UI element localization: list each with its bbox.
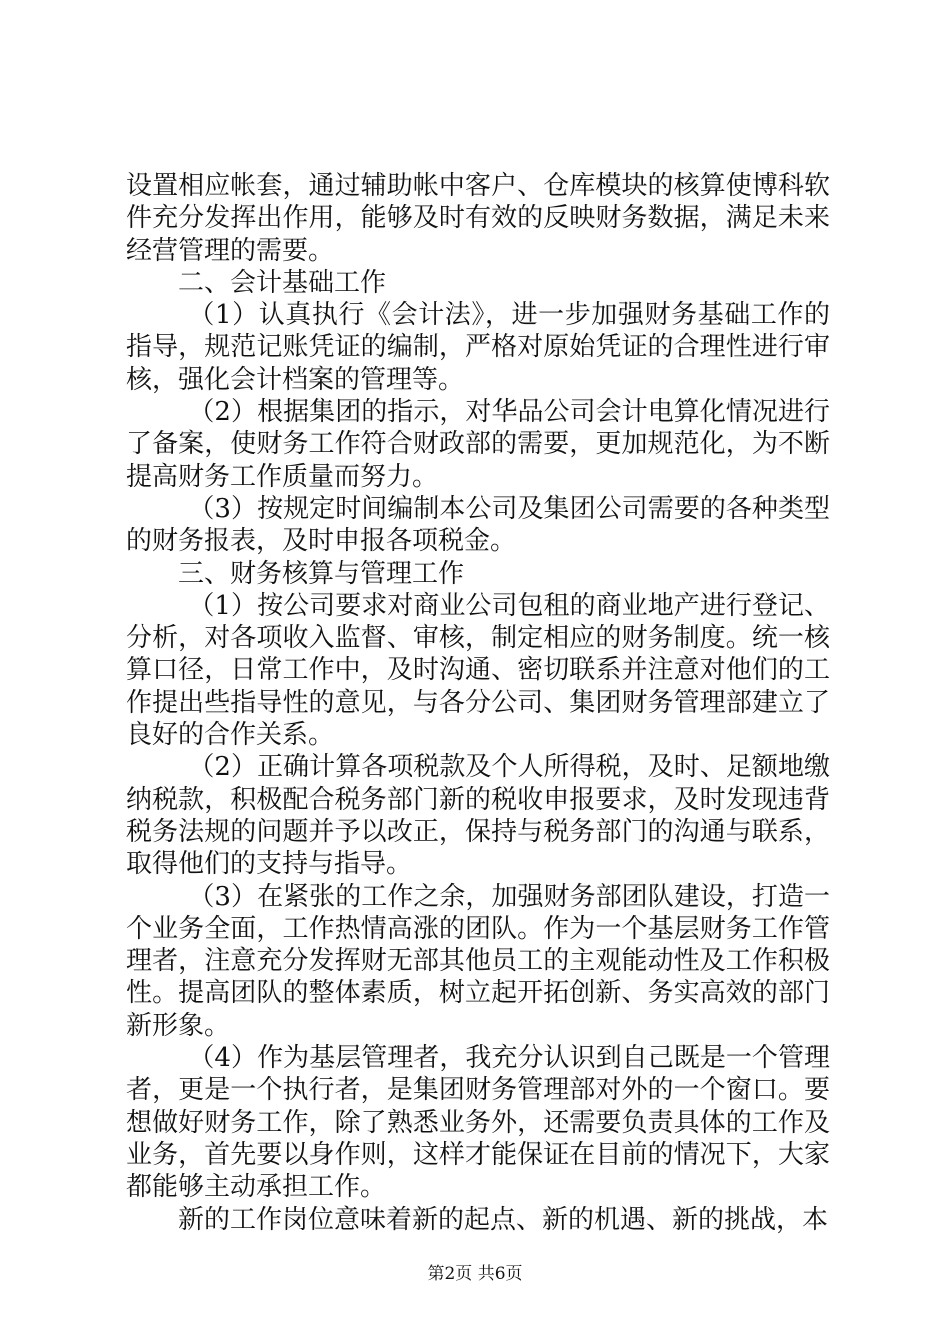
section-heading-accounting-basics: 二、会计基础工作 — [178, 267, 387, 298]
paragraph-accounting-item-3: （3）按规定时间编制本公司及集团公司需要的各种类型的财务报表，及时申报各项税金。 — [126, 493, 830, 557]
paragraph-closing: 新的工作岗位意味着新的起点、新的机遇、新的挑战，本 — [178, 1204, 829, 1235]
paragraph-finance-item-3: （3）在紧张的工作之余，加强财务部团队建设，打造一个业务全面，工作热情高涨的团队。作为一个基层财务工作管理者，注意充分发挥财无部其他员工的主观能动性及工作积极性。提高团队的整体素质，树立起开拓创新、务实高效的部门新形象。 — [126, 881, 830, 1041]
paragraph-continuation: 设置相应帐套，通过辅助帐中客户、仓库模块的核算使博科软件充分发挥出作用，能够及时有效的反映财务数据，满足未来经营管理的需要。 — [126, 171, 830, 266]
paragraph-finance-item-2: （2）正确计算各项税款及个人所得税，及时、足额地缴纳税款，积极配合税务部门新的税收申报要求，及时发现违背税务法规的问题并予以改正，保持与税务部门的沟通与联系，取得他们的支持与指导。 — [126, 752, 830, 880]
section-heading-finance-management: 三、财务核算与管理工作 — [178, 558, 465, 589]
paragraph-finance-item-4: （4）作为基层管理者，我充分认识到自己既是一个管理者，更是一个执行者，是集团财务管理部对外的一个窗口。要想做好财务工作，除了熟悉业务外，还需要负责具体的工作及业务，首先要以身作则，这样才能保证在目前的情况下，大家都能够主动承担工作。 — [126, 1043, 830, 1203]
document-body — [126, 170, 830, 1236]
paragraph-accounting-item-1: （1）认真执行《会计法》，进一步加强财务基础工作的指导，规范记账凭证的编制，严格对原始凭证的合理性进行审核，强化会计档案的管理等。 — [126, 300, 830, 395]
paragraph-accounting-item-2: （2）根据集团的指示，对华品公司会计电算化情况进行了备案，使财务工作符合财政部的需要，更加规范化，为不断提高财务工作质量而努力。 — [126, 397, 830, 492]
page-number-footer: 第2页 共6页 — [427, 1264, 523, 1284]
paragraph-finance-item-1: （1）按公司要求对商业公司包租的商业地产进行登记、分析，对各项收入监督、审核，制定相应的财务制度。统一核算口径，日常工作中，及时沟通、密切联系并注意对他们的工作提出些指导性的意见，与各分公司、集团财务管理部建立了良好的合作关系。 — [126, 590, 830, 751]
